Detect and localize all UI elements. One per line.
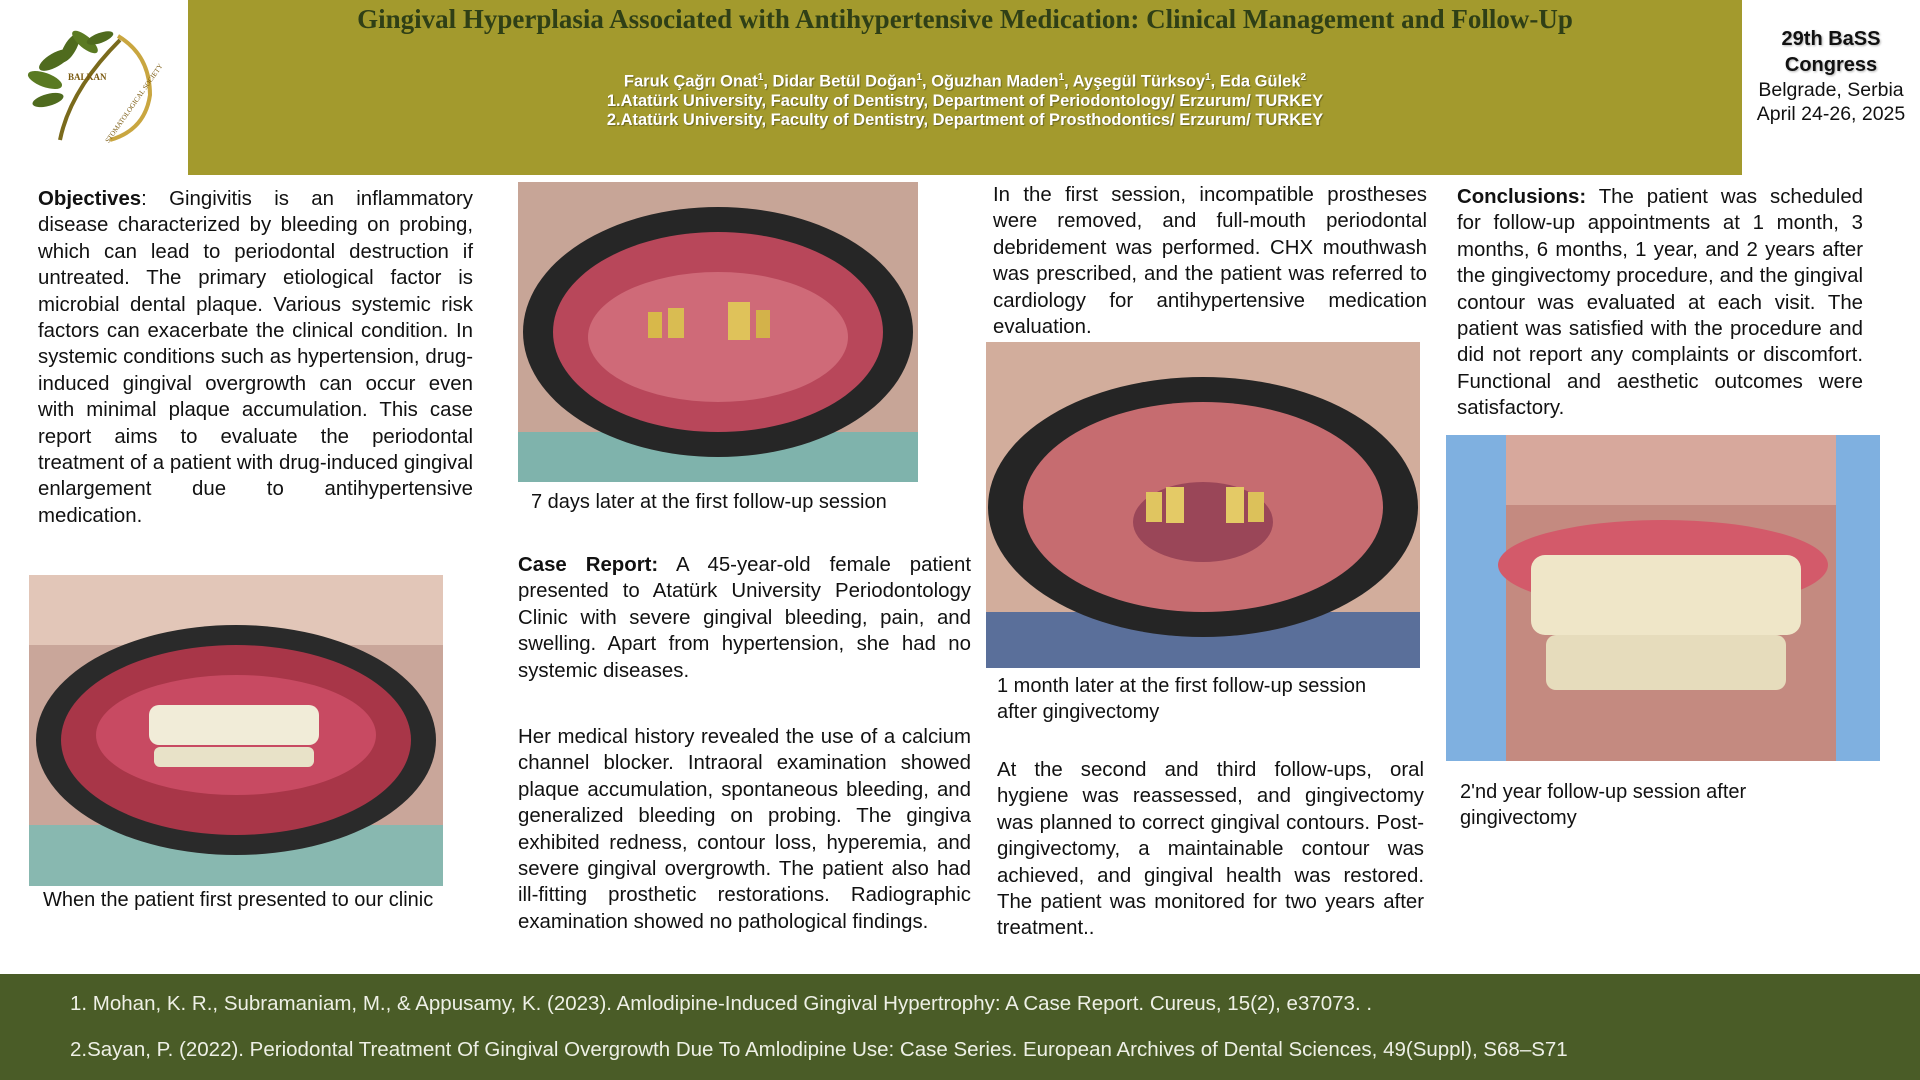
society-logo (0, 0, 188, 175)
olive-branch-icon (0, 0, 188, 175)
congress-name: 29th BaSS Congress (1781, 28, 1881, 76)
author-name: Didar Betül Doğan (772, 72, 917, 91)
case-report-text: A 45-year-old female patient presented to Atatürk University Periodontology Clinic with severe gingival bleeding, pain, and swelling. Apart from hypertension, she had no systemic diseases. (518, 554, 972, 682)
objectives-heading: Objectives (38, 188, 142, 210)
conclusions-text: The patient was scheduled for follow-up appointments at 1 month, 3 months, 6 months, 1 year, and 2 years after the gingivectomy procedure, and the gingival contour was evaluated at each visit. The patient was satisfied with the procedure and did not report any complaints or discomfort. Functional and aesthetic outcomes were satisfactory. (1457, 186, 1863, 420)
photo-2-year (1446, 435, 1880, 761)
caption-photo-1: When the patient first presented to our clinic (43, 889, 434, 911)
references-band (0, 974, 1920, 1080)
author-list: Faruk Çağrı Onat$^1$, Didar Betül Doğan$^1$, Oğuzhan Maden$^1$, Ayşegül Türksoy$^1$, Eda Gülek$^2$ (623, 72, 1307, 91)
caption-photo-3: 1 month later at the first follow-up session after gingivectomy (997, 675, 1367, 723)
photo-initial-presentation (29, 575, 443, 886)
congress-info (1742, 0, 1920, 175)
congress-city: Belgrade, Serbia (1758, 79, 1904, 101)
conclusions-section (1457, 184, 1863, 422)
caption-photo-4: 2'nd year follow-up session after gingivectomy (1460, 781, 1747, 829)
authors-block (188, 68, 1742, 130)
objectives-section (38, 186, 473, 529)
author-name: Ayşegül Türksoy (1072, 72, 1206, 91)
affiliation-1: 1.Atatürk University, Faculty of Dentistry, Department of Periodontology/ Erzurum/ TURKEY (606, 91, 1324, 110)
photo-1-month (986, 342, 1420, 668)
case-report-heading: Case Report: (518, 554, 659, 576)
medical-history-paragraph: Her medical history revealed the use of a calcium channel blocker. Intraoral examination showed plaque accumulation, spontaneous bleeding, and generalized bleeding on probing. The gingiva exhibited redness, contour loss, hyperemia, and severe gingival overgrowth. The patient also had ill-fitting prosthetic restorations. Radiographic examination showed no pathological findings. (518, 726, 971, 933)
author-name: Eda Gülek (1219, 72, 1301, 91)
congress-dates: April 24-26, 2025 (1756, 103, 1906, 125)
caption-photo-2: 7 days later at the first follow-up session (531, 491, 887, 513)
conclusions-heading: Conclusions: (1457, 186, 1587, 208)
reference-2: 2.Sayan, P. (2022). Periodontal Treatment Of Gingival Overgrowth Due To Amlodipine Use: Case Series. European Archives of Dental Sciences, 49(Suppl), S68–S71 (70, 1038, 1568, 1061)
first-session-paragraph: In the first session, incompatible prostheses were removed, and full-mouth periodontal debridement was performed. CHX mouthwash was prescribed, and the patient was referred to cardiology for antihypertensive medication evaluation. (993, 184, 1427, 339)
svg-text:BALKAN: BALKAN (68, 72, 107, 82)
reference-1: 1. Mohan, K. R., Subramaniam, M., & Appusamy, K. (2023). Amlodipine-Induced Gingival Hypertrophy: A Case Report. Cureus, 15(2), e37073. . (70, 992, 1373, 1015)
follow-up-paragraph: At the second and third follow-ups, oral hygiene was reassessed, and gingivectomy was planned to correct gingival contours. Post-gingivectomy, a maintainable contour was achieved, and gingival health was restored. The patient was monitored for two years after treatment.. (997, 759, 1424, 940)
poster-title: Gingival Hyperplasia Associated with Antihypertensive Medication: Clinical Management and Follow-Up (357, 4, 1573, 34)
case-report-section (518, 552, 971, 684)
header-band (188, 0, 1742, 175)
objectives-text: : Gingivitis is an inflammatory disease characterized by bleeding on probing, which can lead to periodontal destruction if untreated. The primary etiological factor is microbial dental plaque. Various systemic risk factors can exacerbate the clinical condition. In systemic conditions such as hypertension, drug-induced gingival overgrowth can occur even with minimal plaque accumulation. This case report aims to evaluate the periodontal treatment of a patient with drug-induced gingival enlargement due to antihypertensive medication. (38, 188, 473, 527)
svg-text:STOMATOLOGICAL SOCIETY: STOMATOLOGICAL SOCIETY (103, 62, 165, 145)
photo-7-days (518, 182, 918, 482)
affiliation-2: 2.Atatürk University, Faculty of Dentistry, Department of Prosthodontics/ Erzurum/ TURKEY (606, 110, 1324, 129)
author-name: Faruk Çağrı Onat (623, 72, 758, 91)
author-name: Oğuzhan Maden (931, 72, 1059, 91)
